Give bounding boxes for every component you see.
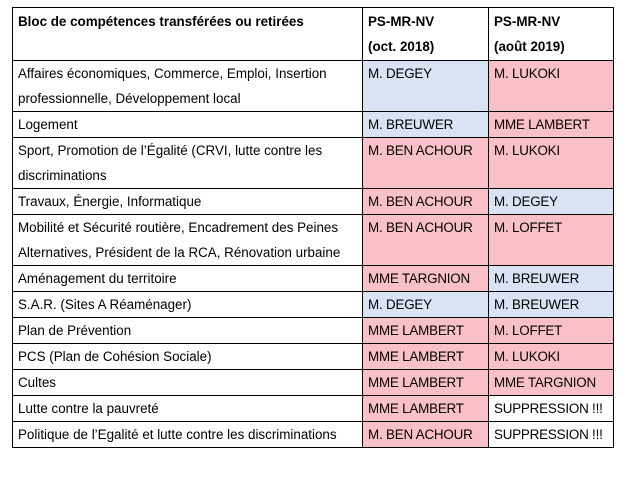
table-row <box>13 138 614 189</box>
oct-2018-name: M. DEGEY <box>363 292 489 318</box>
table-row <box>13 422 614 448</box>
competence-label: Plan de Prévention <box>13 318 363 344</box>
oct-2018-name: MME LAMBERT <box>363 396 489 422</box>
header-oct-2018-line1: PS-MR-NV <box>368 14 435 29</box>
table-row <box>13 189 614 215</box>
oct-2018-name: M. BEN ACHOUR <box>363 215 489 266</box>
competence-label: Mobilité et Sécurité routière, Encadrement des Peines Alternatives, Président de la RCA, Rénovation urbaine <box>13 215 363 266</box>
competence-label: Lutte contre la pauvreté <box>13 396 363 422</box>
oct-2018-name: MME LAMBERT <box>363 318 489 344</box>
table-body <box>13 61 614 448</box>
header-aout-2019-line1: PS-MR-NV <box>494 14 561 29</box>
aout-2019-name: MME LAMBERT <box>489 112 614 138</box>
competence-label: Cultes <box>13 370 363 396</box>
aout-2019-name: M. LUKOKI <box>489 61 614 112</box>
oct-2018-name: M. BEN ACHOUR <box>363 138 489 189</box>
table-row <box>13 370 614 396</box>
header-competences: Bloc de compétences transférées ou retirées <box>13 8 363 61</box>
aout-2019-name: M. DEGEY <box>489 189 614 215</box>
table-row <box>13 215 614 266</box>
table-row <box>13 344 614 370</box>
oct-2018-name: MME TARGNION <box>363 266 489 292</box>
header-aout-2019-line2: (août 2019) <box>494 39 565 54</box>
header-row <box>13 8 614 61</box>
competence-label: S.A.R. (Sites A Réaménager) <box>13 292 363 318</box>
competence-label: Sport, Promotion de l’Égalité (CRVI, lutte contre les discriminations <box>13 138 363 189</box>
competence-label: Aménagement du territoire <box>13 266 363 292</box>
aout-2019-name: M. BREUWER <box>489 292 614 318</box>
oct-2018-name: M. BEN ACHOUR <box>363 189 489 215</box>
aout-2019-name: M. BREUWER <box>489 266 614 292</box>
oct-2018-name: M. DEGEY <box>363 61 489 112</box>
oct-2018-name: MME LAMBERT <box>363 344 489 370</box>
competence-label: Logement <box>13 112 363 138</box>
table-row <box>13 112 614 138</box>
competence-label: PCS (Plan de Cohésion Sociale) <box>13 344 363 370</box>
competence-label: Politique de l’Egalité et lutte contre les discriminations <box>13 422 363 448</box>
aout-2019-name: M. LUKOKI <box>489 344 614 370</box>
table-row <box>13 292 614 318</box>
competence-label: Travaux, Énergie, Informatique <box>13 189 363 215</box>
aout-2019-name: M. LOFFET <box>489 215 614 266</box>
header-aout-2019 <box>489 8 614 61</box>
competence-label: Affaires économiques, Commerce, Emploi, Insertion professionnelle, Développement local <box>13 61 363 112</box>
aout-2019-name: SUPPRESSION !!! <box>489 422 614 448</box>
table-row <box>13 318 614 344</box>
table-row <box>13 396 614 422</box>
oct-2018-name: M. BEN ACHOUR <box>363 422 489 448</box>
table-row <box>13 266 614 292</box>
aout-2019-name: SUPPRESSION !!! <box>489 396 614 422</box>
oct-2018-name: M. BREUWER <box>363 112 489 138</box>
aout-2019-name: M. LOFFET <box>489 318 614 344</box>
header-oct-2018 <box>363 8 489 61</box>
table-row <box>13 61 614 112</box>
oct-2018-name: MME LAMBERT <box>363 370 489 396</box>
competences-table <box>12 7 614 448</box>
aout-2019-name: MME TARGNION <box>489 370 614 396</box>
aout-2019-name: M. LUKOKI <box>489 138 614 189</box>
header-oct-2018-line2: (oct. 2018) <box>368 39 435 54</box>
